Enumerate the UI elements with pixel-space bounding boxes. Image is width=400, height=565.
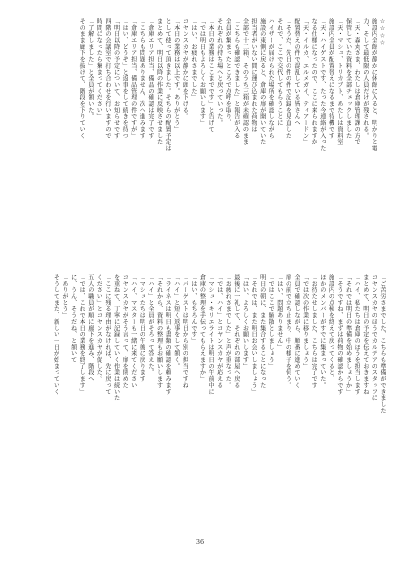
- text-column: 「倉庫エリア担当、備品の確認は完了です: [146, 18, 154, 139]
- text-column: に、うん、そうだね、と頷いて: [69, 274, 77, 363]
- text-column: まとめて、明日の予定を伝えておきますね: [361, 274, 369, 395]
- text-column: 「本日の業務はここまでです」と告げて: [207, 18, 215, 133]
- text-column: 「ハイ、マスターも一緒に来てください: [129, 274, 137, 389]
- text-column: 「倉庫エリア担当、備品管理の件ですが」: [129, 18, 137, 139]
- text-column: 「ではここで解散としましょう」: [267, 274, 275, 370]
- text-column: 「明日以降の予定について、お知らせです: [112, 18, 120, 139]
- text-column: 「ハイ、私たちは倉庫のほうを担当します: [353, 274, 361, 395]
- text-column: 「マシュたちは明日の午後に戻ります: [138, 274, 146, 382]
- text-column: 「それでは明日の準備を始めましょうか」: [344, 274, 352, 395]
- text-column: を重ねて、丁寧に記録していく作業は続いた: [112, 274, 120, 401]
- text-column: 「ライネスは明日も書類の確認を頼みます: [164, 274, 172, 395]
- page-number: 36: [195, 538, 205, 546]
- text-column: 五人の職員が順に廊下を進み、階段へ: [86, 274, 94, 382]
- text-column: 全員が集まったところで点呼を取り、: [224, 18, 232, 126]
- text-column: 「マシュ・キリエライトは明日の午前中に: [207, 274, 215, 395]
- text-column: 「本日の業務は以上です。ありがとう」: [172, 18, 180, 133]
- text-column: 「はい、問題ありません」: [275, 274, 283, 351]
- text-column: 「はい、どうぞ」と返事をして続きを待つ: [121, 18, 129, 139]
- text-column: 「天・ハイゲストです、たった今連絡が入った: [318, 18, 326, 152]
- text-column: 「はい、お疲れさまでした」: [189, 18, 197, 101]
- text-column: 「こちらも確認できました」と報告が入る: [232, 18, 240, 139]
- text-column: 「天・イルカ、エルメガイ、ティアードン」: [301, 18, 309, 145]
- text-column: そのまま廊下を抜けて、階段を下りていく: [78, 18, 86, 139]
- text-column: 時間になったら集まってください」: [95, 18, 103, 120]
- text-column: 「了解しました」と全員が頷いた。: [86, 18, 94, 120]
- text-column: として使って頂きました。そちらの配置予定は: [164, 18, 172, 152]
- text-column: それぞれの持ち場へと戻っていった。: [215, 18, 223, 126]
- text-band-bottom: [14, 274, 386, 526]
- text-column: 扉の前で立ち止まり、中の様子を伺う。: [284, 274, 292, 389]
- text-column: 「ハイ」と短く返事をして頷く。: [172, 274, 180, 370]
- text-column: ほかのメンバーがすでに集まっていた。: [318, 274, 326, 389]
- text-column: 「ここに残る理由がなければ、先に戻って: [104, 274, 111, 395]
- text-column: ☆☆☆☆: [379, 18, 386, 47]
- text-column: 「はい、よろしくお願いします」: [241, 274, 249, 370]
- text-column: 「では明日もよろしくお願いします」: [198, 18, 206, 126]
- text-column: 施設内全員が配置替えになるまで待機です: [327, 18, 335, 139]
- text-column: 「お疲れさまでした」と声が重なった。: [224, 274, 232, 389]
- text-column: 「では次の作業に移りましょう」: [301, 274, 309, 370]
- text-column: コヤンスカヤが静かに頭を下げる。: [181, 18, 189, 120]
- text-band-top: [14, 18, 386, 262]
- text-column: 明日の朝に、また集合することになった: [258, 274, 266, 389]
- text-column: 施設内の点検を終えて戻ってくると、: [327, 274, 335, 382]
- text-column: 施設の東側に戻ると、倉庫の扉が開いていた: [258, 18, 266, 145]
- text-column: 「では、これで本日の業務を終了します」: [78, 274, 86, 395]
- text-column: 力、そして最低限の人員だけが残される。: [361, 18, 369, 139]
- text-column: 「はい、もちろんです」: [189, 274, 197, 344]
- text-column: ください」とコヤンスカヤが促した。: [95, 274, 103, 382]
- text-column: それで、ここで交代してもらうことに: [275, 18, 283, 126]
- text-column: 四階の会議室で打ち合わせを行いますので: [104, 18, 111, 139]
- text-column: コヤンスカヤがそう言って、扉を閉めた: [121, 274, 129, 389]
- text-column: 「ありがとう」: [61, 274, 69, 319]
- text-column: 「それから、資料の整理もお願いします: [155, 274, 163, 389]
- text-column: まとめて、明日以降の作業に反映させました: [155, 18, 163, 145]
- text-column: そうしてまた、新しい一日が始まっていく: [52, 274, 60, 395]
- text-column: コヤンスカヤのほうでカルデアのスタッフに: [370, 274, 378, 401]
- text-column: 倉庫の整理を手伝ってもらえますか」: [198, 274, 206, 382]
- text-column: 「パーゲストは明日から別の担当ですね: [181, 274, 189, 389]
- text-column: 「それでは、また明日お会いしましょう」: [250, 274, 258, 395]
- text-column: なる仕様になったので、ここに来られますか: [310, 18, 318, 145]
- text-column: 「ハイ」と全員がそろって答えた。: [146, 274, 154, 376]
- text-column: 「では、ハイ」とコヤンスカヤが応える: [215, 274, 223, 389]
- text-column: 最後に一礼して、それぞれの部屋へ戻る: [232, 274, 240, 389]
- text-column: 全部で十二箱、そのうち三箱が未確認のまま: [241, 18, 249, 145]
- text-column: 「天・森丸さま、わたしは倉庫管理課の方で: [353, 18, 361, 145]
- text-column: 担当者がいない間に運び込まれた荷物は: [250, 18, 258, 133]
- text-column: ハイザーが届けられた場所を確認しながら: [267, 18, 275, 139]
- text-column: 保管していた資料を全部チェックしました: [344, 18, 352, 139]
- text-column: 配置替えの件で混乱している皆さんへ: [293, 18, 301, 126]
- text-column: 「そうだ、先日の件の件で記録を見直した: [284, 18, 292, 139]
- text-column: 「そうですね、まずは荷物の確認からです: [336, 274, 344, 395]
- text-column: 「こちらも問題ありません、次へ進みます: [138, 18, 146, 139]
- text-column: 「お待たせしました、こちらは完了です: [310, 274, 318, 389]
- text-column: 「ご苦労さまでした、こちらも準備ができました: [379, 274, 386, 414]
- text-column: 「天・マシュ、トリカブト、あたしは資料室: [336, 18, 344, 145]
- text-column: 全員で確認しながら、順番に進めていく: [293, 274, 301, 389]
- text-column: 施設内全館が静かに休館に入ると、明かりと電: [370, 18, 378, 152]
